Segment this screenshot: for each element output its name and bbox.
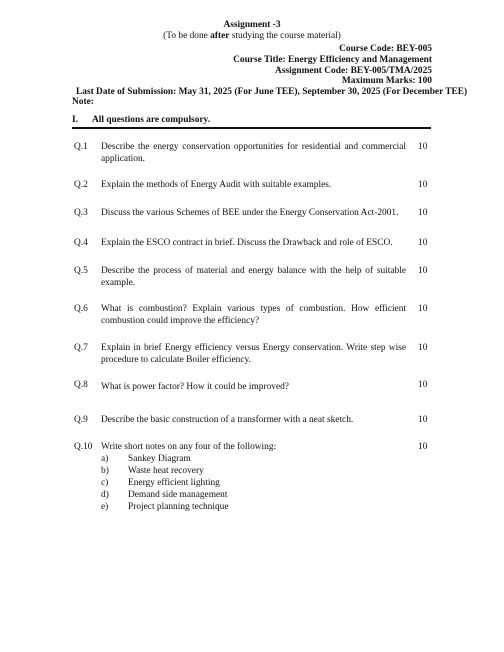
course-title: Course Title: Energy Efficiency and Management	[233, 55, 432, 65]
question-number: Q.8	[74, 380, 88, 390]
question-text: Explain the methods of Energy Audit with suitable examples.	[101, 180, 332, 190]
question-number: Q.10	[74, 442, 93, 452]
assignment-title: Assignment -3	[223, 20, 281, 30]
question-marks: 10	[418, 343, 428, 353]
list-item-label: a)	[101, 454, 109, 464]
list-item-label: b)	[101, 466, 109, 476]
question-marks: 10	[418, 180, 428, 190]
question-number: Q.5	[74, 266, 88, 276]
question-marks: 10	[418, 442, 428, 452]
list-item-text: Waste heat recovery	[128, 466, 204, 476]
list-item-text: Energy efficient lighting	[128, 478, 220, 488]
question-number: Q.2	[74, 180, 88, 190]
question-marks: 10	[418, 238, 428, 248]
question-marks: 10	[418, 380, 428, 390]
list-item-text: Project planning technique	[128, 502, 229, 512]
list-item-label: c)	[101, 478, 109, 488]
question-number: Q.3	[74, 208, 88, 218]
question-number: Q.9	[74, 415, 88, 425]
question-number: Q.1	[74, 142, 88, 152]
list-item-text: Demand side management	[128, 490, 228, 500]
question-marks: 10	[418, 142, 428, 152]
last-date-of-submission: Last Date of Submission: May 31, 2025 (For June TEE), September 30, 2025 (For December TEE)	[76, 87, 468, 97]
question-text: Describe the energy conservation opportunities for residential and commercial application.	[101, 142, 406, 164]
question-marks: 10	[418, 415, 428, 425]
list-item-label: d)	[101, 490, 109, 500]
question-text: Explain in brief Energy efficiency versus Energy conservation. Write step wise procedure to calculate Boiler efficiency.	[101, 343, 406, 365]
assignment-code: Assignment Code: BEY-005/TMA/2025	[275, 66, 432, 76]
section-divider	[72, 127, 431, 129]
note-label: Note:	[72, 97, 94, 107]
question-text: What is combustion? Explain various types of combustion. How efficient combustion could improve the efficiency?	[101, 304, 406, 326]
subtitle-bold: after	[210, 31, 230, 41]
question-text: Write short notes on any four of the following:	[101, 442, 277, 452]
question-text: Explain the ESCO contract in brief. Discuss the Drawback and role of ESCO.	[101, 238, 393, 248]
assignment-subtitle	[0, 30, 504, 42]
question-text: Discuss the various Schemes of BEE under the Energy Conservation Act-2001.	[101, 208, 399, 218]
question-text: Describe the process of material and energy balance with the help of suitable example.	[101, 266, 406, 288]
list-item-text: Sankey Diagram	[128, 454, 191, 464]
question-marks: 10	[418, 208, 428, 218]
section-number: I.	[72, 115, 78, 125]
course-code: Course Code: BEY-005	[339, 44, 432, 54]
maximum-marks: Maximum Marks: 100	[341, 76, 432, 86]
question-number: Q.6	[74, 304, 88, 314]
question-number: Q.7	[74, 343, 88, 353]
subtitle-pre: (To be done	[163, 31, 211, 41]
question-text: What is power factor? How it could be improved?	[101, 382, 289, 392]
section-instruction: All questions are compulsory.	[92, 115, 211, 125]
question-marks: 10	[418, 304, 428, 314]
list-item-label: e)	[101, 502, 109, 512]
question-marks: 10	[418, 266, 428, 276]
question-text: Describe the basic construction of a transformer with a neat sketch.	[101, 415, 354, 425]
question-number: Q.4	[74, 238, 88, 248]
subtitle-post: studying the course material)	[229, 31, 341, 41]
